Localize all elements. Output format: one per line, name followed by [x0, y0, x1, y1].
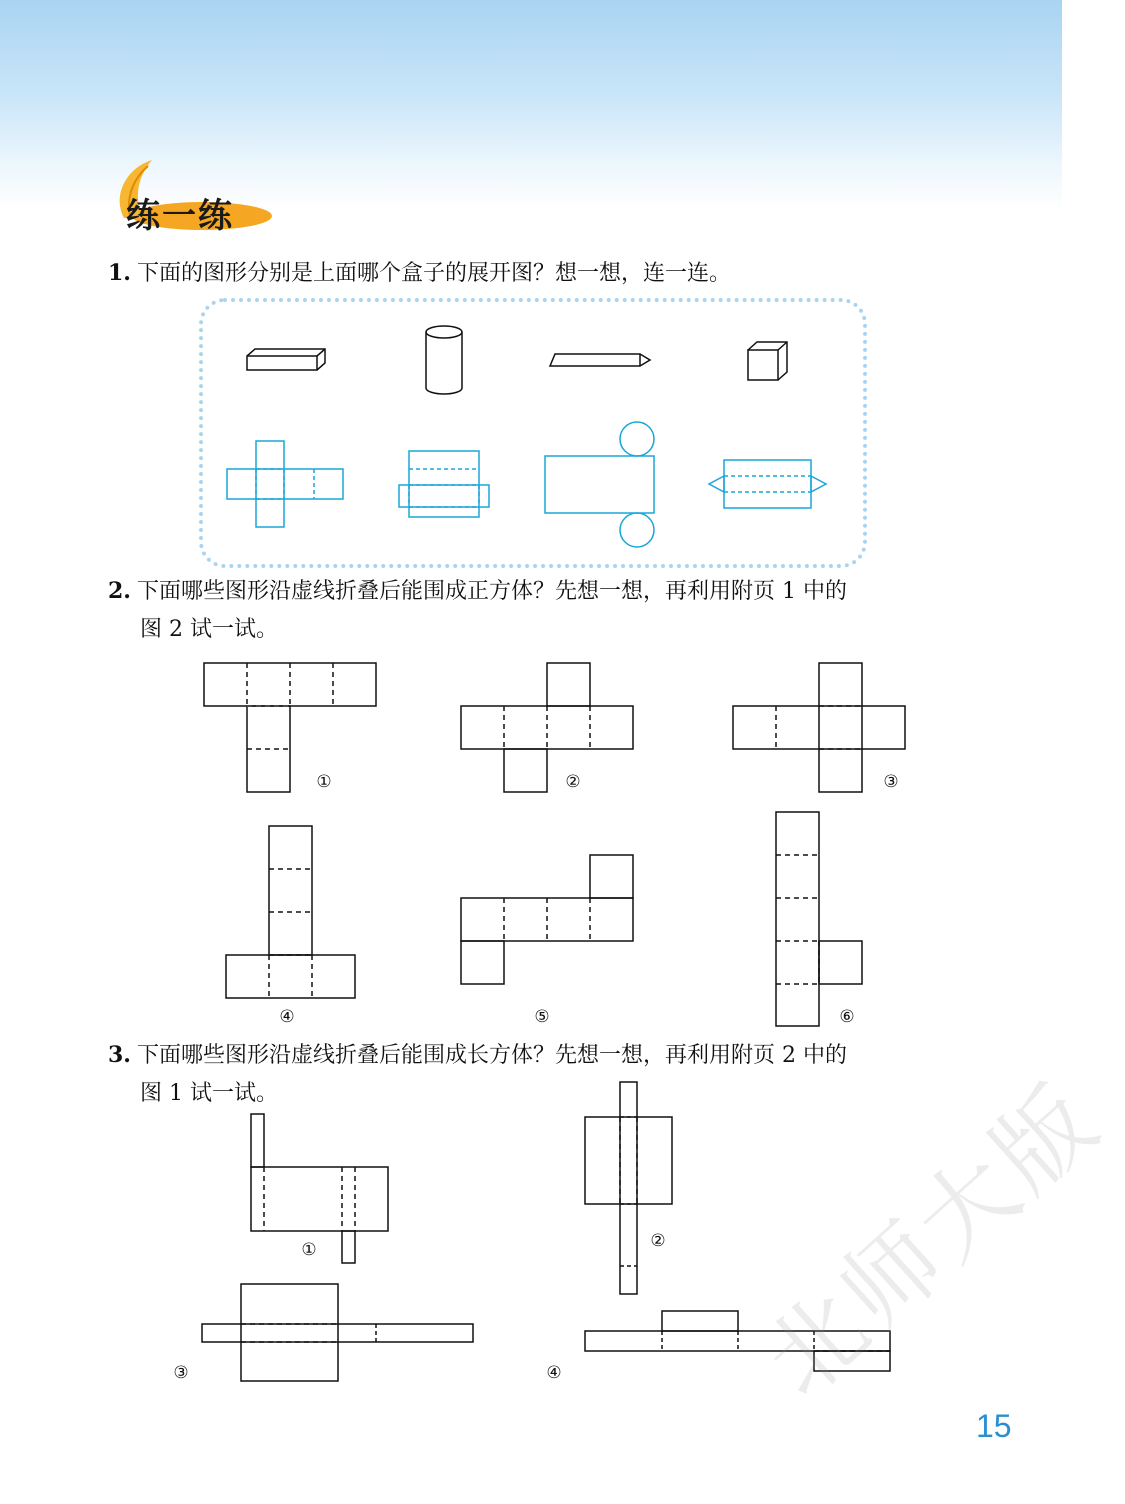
- question-3-text-line2: 图 1 试一试。: [140, 1081, 278, 1106]
- q2-label-5: ⑤: [534, 1007, 550, 1027]
- q2-label-3: ③: [883, 772, 899, 792]
- q3-label-2: ②: [650, 1231, 666, 1251]
- q3-net-2: [585, 1082, 672, 1294]
- q2-label-1: ①: [316, 772, 332, 792]
- question-2-text-line2: 图 2 试一试。: [140, 617, 278, 642]
- q2-label-6: ⑥: [839, 1007, 855, 1027]
- question-2-text-line1: 下面哪些图形沿虚线折叠后能围成正方体？先想一想，再利用附页 1 中的: [136, 579, 847, 604]
- question-1-text: 下面的图形分别是上面哪个盒子的展开图？想一想，连一连。: [136, 261, 731, 286]
- q3-label-3: ③: [173, 1363, 189, 1383]
- q3-net-3: [202, 1284, 473, 1381]
- q2-label-4: ④: [279, 1007, 295, 1027]
- q3-label-4: ④: [546, 1363, 562, 1383]
- question-1-number: 1.: [108, 260, 131, 286]
- question-2-number: 2.: [108, 578, 131, 604]
- watermark: 北师大版: [743, 1061, 1122, 1419]
- page-number: 15: [976, 1408, 1012, 1444]
- question-3-text-line1: 下面哪些图形沿虚线折叠后能围成长方体？先想一想，再利用附页 2 中的: [136, 1043, 847, 1068]
- question-3-number: 3.: [108, 1042, 131, 1068]
- section-title: 练一练: [126, 196, 234, 236]
- q3-label-1: ①: [301, 1240, 317, 1260]
- q2-label-2: ②: [565, 772, 581, 792]
